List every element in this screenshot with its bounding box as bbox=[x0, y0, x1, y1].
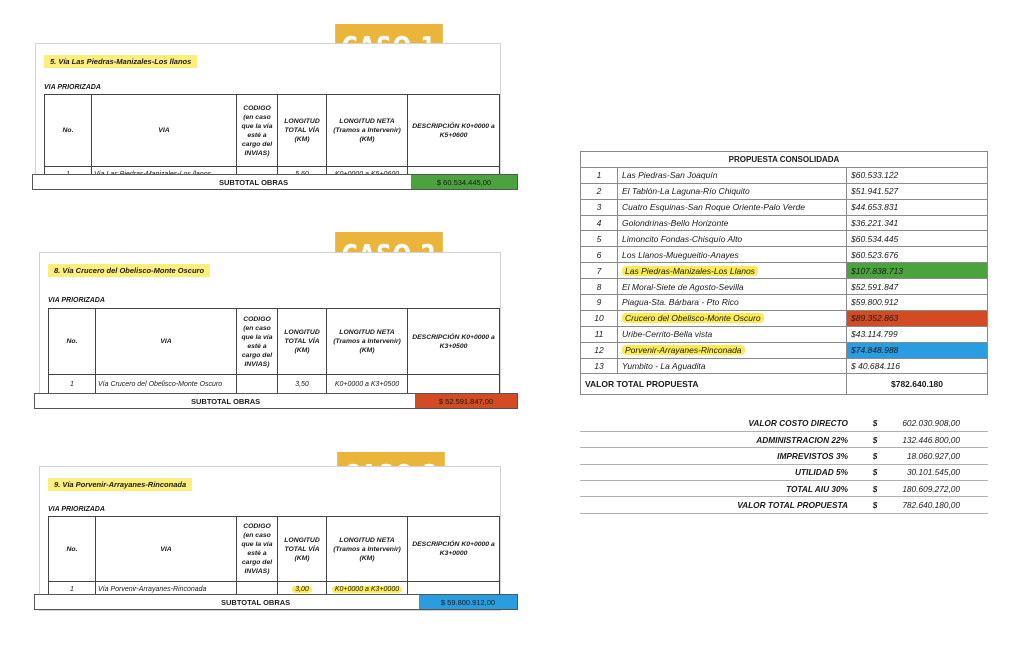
cell-number: 8 bbox=[581, 279, 618, 295]
table-row bbox=[581, 167, 988, 183]
cell-number: 7 bbox=[581, 263, 618, 279]
subtotal-value: $ 59.800.912,00 bbox=[419, 595, 517, 609]
cell-valor: $74.848.988 bbox=[847, 342, 988, 358]
cell-number: 2 bbox=[581, 183, 618, 199]
cell-via bbox=[618, 215, 847, 231]
cell-number: 3 bbox=[581, 199, 618, 215]
cell-valor: $60.533.122 bbox=[847, 167, 988, 183]
caso-1-title: 5. Vía Las Piedras-Manizales-Los llanos bbox=[44, 55, 197, 68]
table-row bbox=[581, 358, 988, 374]
resumen-label: ADMINISTRACION 22% bbox=[580, 431, 858, 447]
currency-symbol: $ bbox=[858, 431, 892, 447]
via-name: Cuatro Esquinas-San Roque Oriente-Palo Verde bbox=[622, 202, 806, 213]
cell-valor: $43.114.799 bbox=[847, 326, 988, 342]
table-row bbox=[581, 247, 988, 263]
col-descripcion: DESCRIPCIÓN K0+0000 a K3+0500 bbox=[408, 309, 500, 375]
resumen-row bbox=[580, 448, 988, 464]
col-via: VIA bbox=[96, 517, 237, 582]
cell-number: 5 bbox=[581, 231, 618, 247]
table-row bbox=[581, 263, 988, 279]
resumen-amount: 180.609.272,00 bbox=[892, 481, 988, 497]
col-longitud-neta: LONGITUD NETA (Tramos a Intervenir) (KM) bbox=[327, 517, 408, 582]
cell-valor: $60.523.676 bbox=[847, 247, 988, 263]
cell-via bbox=[618, 326, 847, 342]
resumen-label: UTILIDAD 5% bbox=[580, 464, 858, 480]
propuesta-consolidada-panel bbox=[580, 151, 991, 514]
highlight-mark: K0+0000 a K3+0000 bbox=[332, 586, 402, 593]
currency-symbol: $ bbox=[858, 497, 892, 513]
resumen-label: VALOR TOTAL PROPUESTA bbox=[580, 497, 858, 513]
caso-3-subtotal bbox=[34, 594, 518, 610]
caso-1-card bbox=[36, 44, 500, 189]
cell-via: Vía Porvenir-Arrayanes-Rinconada bbox=[96, 582, 237, 597]
via-name: Yumbito - La Aguadita bbox=[622, 361, 706, 372]
col-longitud-total: LONGITUD TOTAL VÍA (KM) bbox=[278, 309, 327, 375]
col-longitud-neta: LONGITUD NETA (Tramos a Intervenir) (KM) bbox=[327, 309, 408, 375]
resumen-table bbox=[580, 415, 988, 513]
table-row bbox=[581, 295, 988, 311]
cell-via bbox=[618, 167, 847, 183]
caso-2-table bbox=[48, 308, 500, 395]
cell-valor: $59.800.912 bbox=[847, 295, 988, 311]
cell-number: 11 bbox=[581, 326, 618, 342]
subtotal-value: $ 60.534.445,00 bbox=[411, 175, 517, 189]
col-no: No. bbox=[49, 517, 96, 582]
via-name: Piagua-Sta. Bárbara - Pto Rico bbox=[622, 297, 739, 308]
cell-longitud-total: 3,50 bbox=[278, 375, 327, 395]
resumen-amount: 30.101.545,00 bbox=[892, 464, 988, 480]
via-name: Las Piedras-San Joaquín bbox=[622, 170, 718, 181]
resumen-row bbox=[580, 415, 988, 431]
col-via: VIA bbox=[96, 309, 237, 375]
cell-via bbox=[618, 263, 847, 279]
caso-2-card bbox=[40, 253, 500, 408]
cell-number: 1 bbox=[581, 167, 618, 183]
cell-valor: $60.534.445 bbox=[847, 231, 988, 247]
cell-via bbox=[618, 231, 847, 247]
resumen-label: TOTAL AIU 30% bbox=[580, 481, 858, 497]
cell-via: Vía Crucero del Obelisco-Monte Oscuro bbox=[96, 375, 237, 395]
cell-descripcion bbox=[408, 375, 500, 395]
col-via: VIA bbox=[92, 95, 237, 167]
cell-via bbox=[618, 358, 847, 374]
col-longitud-neta: LONGITUD NETA (Tramos a Intervenir) (KM) bbox=[327, 95, 408, 167]
col-codigo: CODIGO (en caso que la vía esté a cargo del INVIAS) bbox=[237, 309, 278, 375]
resumen-amount: 782.640.180,00 bbox=[892, 497, 988, 513]
table-row bbox=[581, 183, 988, 199]
consolidada-table bbox=[580, 151, 988, 395]
cell-codigo bbox=[237, 375, 278, 395]
resumen-row bbox=[580, 497, 988, 513]
subtotal-value: $ 52.591.847,00 bbox=[415, 394, 517, 408]
currency-symbol: $ bbox=[858, 481, 892, 497]
resumen-amount: 18.060.927,00 bbox=[892, 448, 988, 464]
col-codigo: CODIGO (en caso que la vía esté a cargo del INVIAS) bbox=[237, 95, 278, 167]
cell-valor: $ 40.684.116 bbox=[847, 358, 988, 374]
resumen-label: IMPREVISTOS 3% bbox=[580, 448, 858, 464]
via-name: Los Llanos-Muegueitio-Anayes bbox=[622, 249, 739, 260]
total-label: VALOR TOTAL PROPUESTA bbox=[581, 374, 847, 395]
cell-via bbox=[618, 199, 847, 215]
col-no: No. bbox=[45, 95, 92, 167]
col-no: No. bbox=[49, 309, 96, 375]
caso-1-via-priorizada: VIA PRIORIZADA bbox=[44, 84, 101, 91]
col-codigo: CODIGO (en caso que la vía esté a cargo del INVIAS) bbox=[237, 517, 278, 582]
resumen-row bbox=[580, 431, 988, 447]
via-name: Uribe-Cerrito-Bella vista bbox=[622, 329, 713, 340]
via-name: El Tablón-La Laguna-Río Chiquito bbox=[622, 186, 750, 197]
cell-via bbox=[618, 342, 847, 358]
via-name: Porvenir-Arrayanes-Rinconada bbox=[622, 345, 745, 355]
highlight-mark: 3,00 bbox=[292, 586, 312, 593]
cell-no: 1 bbox=[49, 582, 96, 597]
col-descripcion: DESCRIPCIÓN K0+0000 a K5+0600 bbox=[408, 95, 500, 167]
table-row bbox=[581, 231, 988, 247]
cell-via bbox=[618, 247, 847, 263]
resumen-row bbox=[580, 481, 988, 497]
caso-2-via-priorizada: VIA PRIORIZADA bbox=[48, 297, 105, 304]
via-name: Limoncito Fondas-Chisquío Alto bbox=[622, 233, 743, 244]
subtotal-label: SUBTOTAL OBRAS bbox=[221, 597, 291, 607]
currency-symbol: $ bbox=[858, 415, 892, 431]
cell-valor: $36.221.341 bbox=[847, 215, 988, 231]
table-row bbox=[49, 375, 500, 395]
via-name: Golondrinas-Bello Horizonte bbox=[622, 218, 729, 228]
table-row bbox=[581, 199, 988, 215]
table-row bbox=[581, 215, 988, 231]
cell-via bbox=[618, 279, 847, 295]
cell-number: 10 bbox=[581, 310, 618, 326]
cell-number: 13 bbox=[581, 358, 618, 374]
via-name: Crucero del Obelisco-Monte Oscuro bbox=[622, 313, 764, 323]
caso-2-subtotal bbox=[34, 393, 518, 409]
cell-no: 1 bbox=[49, 375, 96, 395]
cell-longitud-neta: K0+0000 a K3+0500 bbox=[327, 375, 408, 395]
table-row bbox=[581, 342, 988, 358]
cell-number: 6 bbox=[581, 247, 618, 263]
currency-symbol: $ bbox=[858, 464, 892, 480]
col-longitud-total: LONGITUD TOTAL VÍA (KM) bbox=[278, 95, 327, 167]
caso-2-title: 8. Vía Crucero del Obelisco-Monte Oscuro bbox=[48, 264, 210, 277]
resumen-amount: 132.446.800,00 bbox=[892, 431, 988, 447]
col-descripcion: DESCRIPCIÓN K0+0000 a K3+0000 bbox=[408, 517, 500, 582]
via-name: El Moral-Siete de Agosto-Sevilla bbox=[622, 281, 744, 292]
cell-valor: $52.591.847 bbox=[847, 279, 988, 295]
subtotal-label: SUBTOTAL OBRAS bbox=[219, 177, 289, 187]
table-row bbox=[581, 326, 988, 342]
resumen-label: VALOR COSTO DIRECTO bbox=[580, 415, 858, 431]
col-longitud-total: LONGITUD TOTAL VÍA (KM) bbox=[278, 517, 327, 582]
caso-3-table bbox=[48, 516, 500, 597]
cell-via bbox=[618, 295, 847, 311]
cell-number: 12 bbox=[581, 342, 618, 358]
cell-via bbox=[618, 183, 847, 199]
cell-valor: $51.941.527 bbox=[847, 183, 988, 199]
subtotal-label: SUBTOTAL OBRAS bbox=[191, 396, 261, 406]
via-name: Las Piedras-Manizales-Los Llanos bbox=[622, 266, 758, 276]
cell-number: 4 bbox=[581, 215, 618, 231]
table-row bbox=[581, 279, 988, 295]
caso-3-title: 9. Vía Porvenir-Arrayanes-Rinconada bbox=[48, 478, 192, 491]
caso-1-table bbox=[44, 94, 500, 182]
total-value: $782.640.180 bbox=[847, 374, 988, 395]
caso-3-via-priorizada: VIA PRIORIZADA bbox=[48, 506, 105, 513]
resumen-row bbox=[580, 464, 988, 480]
resumen-amount: 602.030.908,00 bbox=[892, 415, 988, 431]
cell-via bbox=[618, 310, 847, 326]
table-row bbox=[581, 310, 988, 326]
consolidada-title: PROPUESTA CONSOLIDADA bbox=[581, 152, 988, 168]
cell-valor: $107.838.713 bbox=[847, 263, 988, 279]
cell-number: 9 bbox=[581, 295, 618, 311]
cell-valor: $44.653.831 bbox=[847, 199, 988, 215]
cell-valor: $89.352.863 bbox=[847, 310, 988, 326]
caso-1-subtotal bbox=[32, 174, 518, 190]
currency-symbol: $ bbox=[858, 448, 892, 464]
caso-3-card bbox=[40, 467, 500, 610]
